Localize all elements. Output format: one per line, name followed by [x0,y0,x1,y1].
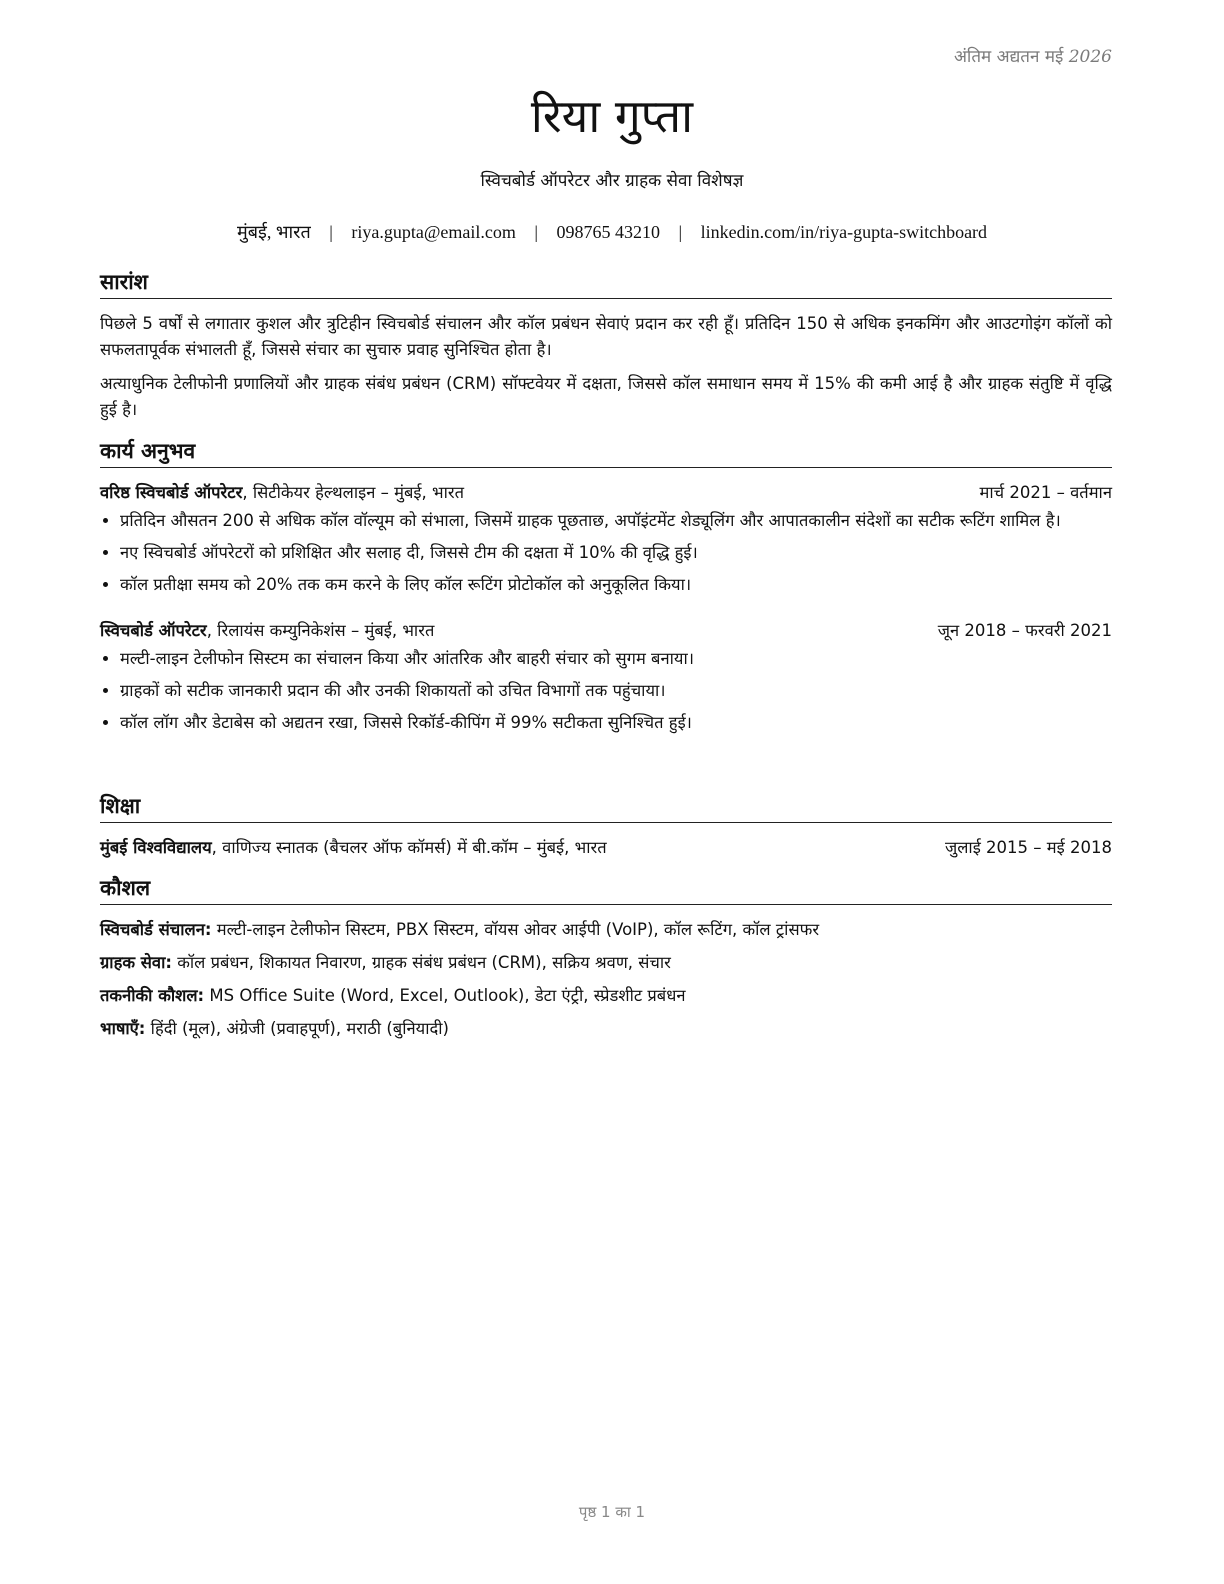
job-bullet: • मल्टी-लाइन टेलीफोन सिस्टम का संचालन किया और आंतरिक और बाहरी संचार को सुगम बनाया। [120,646,1112,672]
skill-value: हिंदी (मूल), अंग्रेजी (प्रवाहपूर्ण), मराठी (बुनियादी) [145,1019,449,1038]
skills-heading: कौशल [100,874,1112,905]
contact-separator: | [534,222,539,242]
experience-section [100,437,1112,742]
education-dates: जुलाई 2015 – मई 2018 [945,838,1112,857]
job-entry [100,618,1112,736]
job-bullet: • कॉल लॉग और डेटाबेस को अद्यतन रखा, जिससे रिकॉर्ड-कीपिंग में 99% सटीकता सुनिश्चित हुई। [120,710,1112,736]
page-number: पृष्ठ 1 का 1 [578,1503,646,1521]
summary-heading: सारांश [100,268,1112,299]
skill-value: MS Office Suite (Word, Excel, Outlook), डेटा एंट्री, स्प्रेडशीट प्रबंधन [204,986,686,1005]
job-bullet: • कॉल प्रतीक्षा समय को 20% तक कम करने के लिए कॉल रूटिंग प्रोटोकॉल को अनुकूलित किया। [120,572,1112,598]
skill-line [100,983,1112,1009]
skill-value: कॉल प्रबंधन, शिकायत निवारण, ग्राहक संबंध प्रबंधन (CRM), सक्रिय श्रवण, संचार [171,953,671,972]
contact-linkedin[interactable]: linkedin.com/in/riya-gupta-switchboard [700,222,988,242]
job-dates: मार्च 2021 – वर्तमान [979,483,1112,502]
job-dates: जून 2018 – फरवरी 2021 [937,621,1112,640]
skill-label: ग्राहक सेवा: [100,953,172,972]
skill-line [100,1016,1112,1042]
last-updated-year: 2026 [1068,47,1112,67]
contact-separator: | [678,222,683,242]
experience-heading: कार्य अनुभव [100,437,1112,468]
last-updated-label: अंतिम अद्यतन मई [953,47,1064,67]
contact-location: मुंबई, भारत [236,222,311,242]
job-role: स्विचबोर्ड ऑपरेटर [100,621,207,640]
contact-line [0,220,1224,244]
job-role: वरिष्ठ स्विचबोर्ड ऑपरेटर [100,483,243,502]
job-org: , सिटीकेयर हेल्थलाइन – मुंबई, भारत [242,483,465,502]
job-header [100,480,1112,506]
skill-line [100,950,1112,976]
education-entry [100,835,1112,861]
last-updated [954,44,1112,67]
job-bullets [100,646,1112,736]
education-heading: शिक्षा [100,792,1112,823]
contact-phone: 098765 43210 [556,222,661,242]
contact-email[interactable]: riya.gupta@email.com [351,222,516,242]
summary-paragraph: पिछले 5 वर्षों से लगातार कुशल और त्रुटिहीन स्विचबोर्ड संचालन और कॉल प्रबंधन सेवाएं प्रदान कर रही हूँ। प्रतिदिन 150 से अधिक इनकमिंग और आउटगोइंग कॉलों को सफलतापूर्वक संभालती हूँ, जिससे संचार का सुचारु प्रवाह सुनिश्चित होता है। [100,314,1112,359]
job-org: , रिलायंस कम्युनिकेशंस – मुंबई, भारत [206,621,435,640]
job-bullet: • नए स्विचबोर्ड ऑपरेटरों को प्रशिक्षित और सलाह दी, जिससे टीम की दक्षता में 10% की वृद्धि हुई। [120,540,1112,566]
job-header [100,618,1112,644]
education-school: मुंबई विश्वविद्यालय [100,838,212,857]
job-entry [100,480,1112,598]
summary-paragraph: अत्याधुनिक टेलीफोनी प्रणालियों और ग्राहक संबंध प्रबंधन (CRM) सॉफ्टवेयर में दक्षता, जिससे कॉल समाधान समय में 15% की कमी आई है और ग्राहक संतुष्टि में वृद्धि हुई है। [100,374,1112,419]
skill-label: स्विचबोर्ड संचालन: [100,920,212,939]
candidate-title: स्विचबोर्ड ऑपरेटर और ग्राहक सेवा विशेषज्ञ [480,171,744,191]
skill-line [100,917,1112,943]
job-bullet: • प्रतिदिन औसतन 200 से अधिक कॉल वॉल्यूम को संभाला, जिसमें ग्राहक पूछताछ, अपॉइंटमेंट शेड्यूलिंग और आपातकालीन संदेशों का सटीक रूटिंग शामिल है। [120,508,1112,534]
skill-label: तकनीकी कौशल: [100,986,205,1005]
skill-label: भाषाएँ: [100,1019,146,1038]
skills-section [100,874,1112,1049]
summary-section [100,268,1112,431]
job-bullets [100,508,1112,598]
job-bullet: • ग्राहकों को सटीक जानकारी प्रदान की और उनकी शिकायतों को उचित विभागों तक पहुंचाया। [120,678,1112,704]
skill-value: मल्टी-लाइन टेलीफोन सिस्टम, PBX सिस्टम, वॉयस ओवर आईपी (VoIP), कॉल रूटिंग, कॉल ट्रांसफर [211,920,820,939]
contact-separator: | [329,222,333,242]
education-section [100,792,1112,861]
candidate-name: रिया गुप्ता [530,89,694,143]
education-degree: , वाणिज्य स्नातक (बैचलर ऑफ कॉमर्स) में बी.कॉम – मुंबई, भारत [211,838,607,857]
